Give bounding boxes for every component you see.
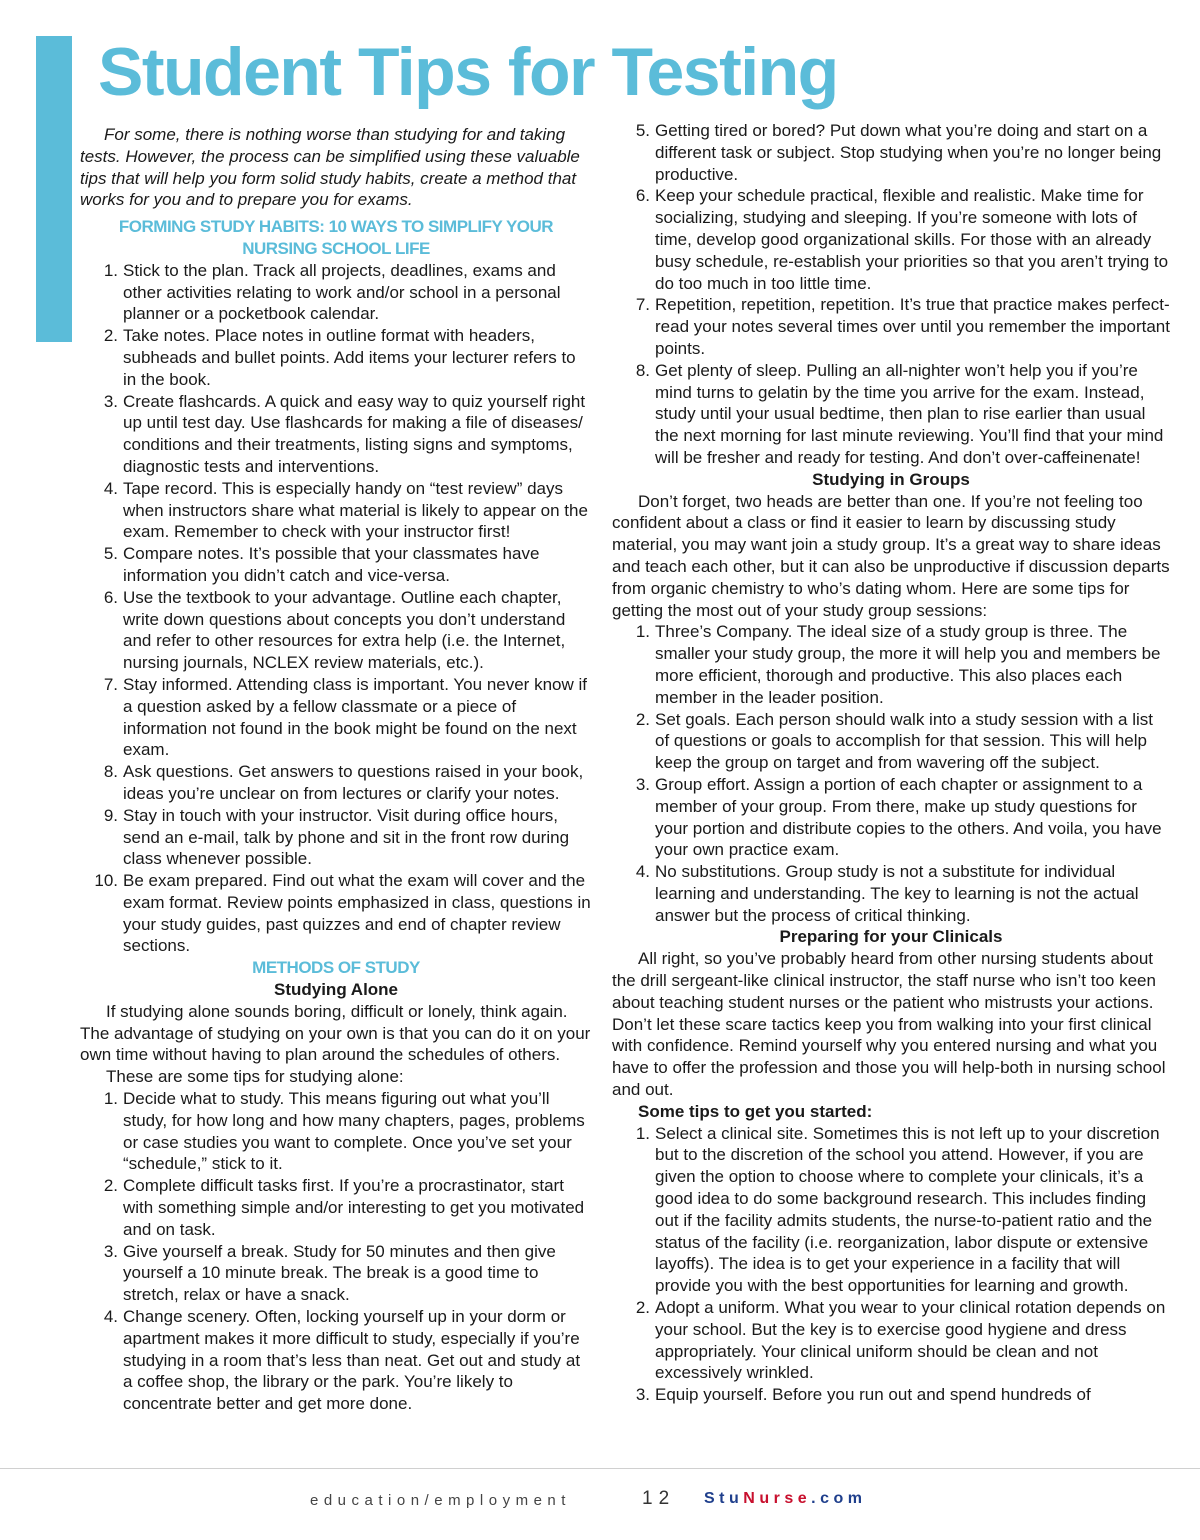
list-item <box>80 543 592 587</box>
list-item <box>612 1123 1170 1297</box>
list-item-number: 1. <box>635 1123 650 1143</box>
clinicals-lead: Some tips to get you started: <box>638 1101 873 1121</box>
clinicals-list <box>612 1123 1170 1406</box>
list-item-text: Getting tired or bored? Put down what you’re doing and start on a different task or subject. Stop studying when you’re no longer being productive. <box>655 121 1162 184</box>
studying-groups-list <box>612 621 1170 926</box>
list-item-text: Compare notes. It’s possible that your classmates have information you didn’t catch and vice-versa. <box>123 544 540 585</box>
right-column <box>612 120 1170 1406</box>
footer-section-label: education/employment <box>310 1492 571 1509</box>
list-item-text: Stay informed. Attending class is important. You never know if a question asked by a fellow classmate or a piece of information not found in the book might be found on the next exam. <box>123 674 587 760</box>
list-item-number: 1. <box>103 260 118 280</box>
page-number: 12 <box>642 1488 676 1509</box>
list-item-text: Equip yourself. Before you run out and spend hundreds of <box>655 1385 1091 1405</box>
list-item <box>612 861 1170 926</box>
list-item-text: Repetition, repetition, repetition. It’s true that practice makes perfect-read your notes several times over until you remember the important points. <box>655 295 1170 358</box>
list-item-text: Set goals. Each person should walk into a study session with a list of questions or goals to accomplish for that session. This will help keep the group on target and from wavering off the subject. <box>655 709 1153 773</box>
studying-groups-heading: Studying in Groups <box>812 469 970 489</box>
brand-part-stu: Stu <box>704 1490 744 1507</box>
list-item <box>80 761 592 805</box>
list-item <box>80 805 592 870</box>
list-item-number: 3. <box>635 1385 650 1405</box>
list-item <box>612 709 1170 774</box>
brand-part-com: .com <box>811 1490 867 1507</box>
list-item <box>80 260 592 325</box>
list-item <box>612 774 1170 861</box>
accent-bar <box>36 36 72 342</box>
studying-alone-list <box>80 1088 592 1415</box>
list-item-number: 5. <box>103 544 118 564</box>
habits-heading: FORMING STUDY HABITS: 10 WAYS TO SIMPLIFY YOUR NURSING SCHOOL LIFE <box>118 217 554 258</box>
list-item-number: 7. <box>635 295 650 315</box>
list-item-number: 2. <box>635 709 650 729</box>
list-item <box>80 1088 592 1175</box>
page-footer <box>0 1488 1200 1516</box>
list-item-text: Take notes. Place notes in outline format with headers, subheads and bullet points. Add items your lecturer refers to in the book. <box>123 326 576 389</box>
list-item-number: 2. <box>103 326 118 346</box>
studying-alone-list-continued <box>612 120 1170 469</box>
list-item-number: 4. <box>103 478 118 498</box>
list-item-number: 8. <box>103 762 118 782</box>
list-item-text: Change scenery. Often, locking yourself up in your dorm or apartment makes it more difficult to study, especially if you’re studying in a room that’s less than neat. Get out and study at a coffee shop, the library or the park. You’re likely to concentrate better and get more done. <box>123 1307 581 1414</box>
list-item-text: Keep your schedule practical, flexible and realistic. Make time for socializing, studying and sleeping. If you’re someone with lots of time, develop good organizational skills. For those with an already busy schedule, re-establish your priorities so that you aren’t trying to do too much in too little time. <box>655 186 1169 293</box>
list-item-text: Group effort. Assign a portion of each chapter or assignment to a member of your group. From there, make up study questions for your portion and distribute copies to the others. And voila, you have your own practice exam. <box>655 774 1162 860</box>
list-item <box>612 621 1170 708</box>
clinicals-heading: Preparing for your Clinicals <box>779 927 1003 947</box>
list-item-number: 2. <box>635 1298 650 1318</box>
list-item <box>80 325 592 390</box>
list-item-text: Stick to the plan. Track all projects, deadlines, exams and other activities relating to work and/or school in a personal planner or a pocketbook calendar. <box>123 260 561 324</box>
studying-alone-paragraph: If studying alone sounds boring, difficult or lonely, think again. The advantage of studying on your own is that you can do it on your own time without having to plan around the schedules of others. <box>80 1001 591 1065</box>
list-item-number: 3. <box>103 1241 118 1261</box>
list-item <box>612 360 1170 469</box>
list-item-text: Tape record. This is especially handy on “test review” days when instructors share what material is likely to appear on the exam. Remember to check with your instructor first! <box>123 478 588 542</box>
list-item <box>80 870 592 957</box>
list-item <box>80 478 592 543</box>
list-item-number: 4. <box>103 1307 118 1327</box>
list-item-text: Ask questions. Get answers to questions raised in your book, ideas you’re unclear on from lectures or clarify your notes. <box>123 762 584 803</box>
list-item-number: 1. <box>103 1089 118 1109</box>
list-item-text: Select a clinical site. Sometimes this is not left up to your discretion but to the discretion of the school you attend. However, if you are given the option to choose where to complete your clinicals, it’s a good idea to do some background research. This includes finding out if the facility admits students, the nurse-to-patient ratio and the status of the facility (i.e. reorganization, labor dispute or extensive layoffs). The idea is to get your experience in a facility that will provide you with the best opportunities for learning and growth. <box>655 1123 1160 1296</box>
list-item-number: 3. <box>103 391 118 411</box>
clinicals-paragraph: All right, so you’ve probably heard from other nursing students about the drill sergeant-like clinical instructor, the staff nurse who isn’t too keen about teaching student nurses or the patient who mistrusts your actions. Don’t let these scare tactics keep you from walking into your first clinical with confidence. Remind yourself why you entered nursing and what you have to offer the profession and those you will help-both in nursing school and out. <box>612 949 1166 1100</box>
list-item-text: No substitutions. Group study is not a substitute for individual learning and understanding. The key to learning is not the actual answer but the process of critical thinking. <box>655 862 1139 925</box>
list-item-number: 9. <box>103 805 118 825</box>
list-item-number: 10. <box>94 871 118 891</box>
list-item <box>612 1384 1170 1406</box>
list-item <box>612 185 1170 294</box>
list-item-number: 6. <box>635 186 650 206</box>
list-item-text: Complete difficult tasks first. If you’re a procrastinator, start with something simple and/or interesting to get you motivated and on task. <box>123 1176 585 1239</box>
left-column <box>80 124 592 1415</box>
brand-part-nurse: Nurse <box>743 1490 812 1507</box>
list-item <box>612 1297 1170 1384</box>
list-item-number: 4. <box>635 862 650 882</box>
list-item <box>80 1241 592 1306</box>
list-item <box>612 120 1170 185</box>
studying-alone-heading: Studying Alone <box>273 980 399 1000</box>
list-item <box>80 1175 592 1240</box>
list-item <box>80 674 592 761</box>
list-item <box>80 1306 592 1415</box>
list-item-number: 3. <box>635 774 650 794</box>
studying-alone-lead: These are some tips for studying alone: <box>106 1067 404 1087</box>
footer-divider <box>0 1468 1200 1469</box>
list-item-number: 8. <box>635 360 650 380</box>
list-item <box>80 391 592 478</box>
list-item-text: Three’s Company. The ideal size of a study group is three. The smaller your study group, the more it will help you and members be more efficient, thorough and productive. This also places each member in the leader position. <box>655 622 1161 707</box>
list-item-text: Be exam prepared. Find out what the exam will cover and the exam format. Review points emphasized in class, questions in your study guides, past quizzes and end of chapter review sections. <box>123 871 591 956</box>
list-item-number: 7. <box>103 674 118 694</box>
list-item <box>80 587 592 674</box>
page-title: Student Tips for Testing <box>98 34 838 110</box>
list-item-text: Give yourself a break. Study for 50 minutes and then give yourself a 10 minute break. The break is a good time to stretch, relax or have a snack. <box>123 1241 556 1305</box>
list-item <box>612 294 1170 359</box>
studying-groups-paragraph: Don’t forget, two heads are better than one. If you’re not feeling too confident about a class or find it easier to learn by discussing study material, you may want join a study group. It’s a great way to share ideas and teach each other, but it can also be unproductive if discussion departs from organic chemistry to who’s dating whom. Here are some tips for getting the most out of your study group sessions: <box>612 491 1170 620</box>
list-item-text: Adopt a uniform. What you wear to your clinical rotation depends on your school. But the key is to exercise good hygiene and dress appropriately. Your clinical uniform should be clean and not excessively wrinkled. <box>655 1298 1166 1383</box>
list-item-text: Stay in touch with your instructor. Visit during office hours, send an e-mail, talk by phone and sit in the front row during class whenever possible. <box>123 805 570 869</box>
brand-logo <box>704 1490 866 1508</box>
list-item-text: Get plenty of sleep. Pulling an all-nighter won’t help you if you’re mind turns to gelatin by the time you arrive for the exam. Instead, study until your usual bedtime, then plan to rise earlier than usual the next morning for last minute reviewing. You’ll find that your mind will be fresher and ready for testing. And don’t over-caffeinenate! <box>655 360 1164 467</box>
list-item-text: Decide what to study. This means figuring out what you’ll study, for how long and how many chapters, pages, problems or case studies you want to complete. Once you’ve set your “schedule,” stick to it. <box>123 1089 585 1174</box>
list-item-text: Use the textbook to your advantage. Outline each chapter, write down questions about concepts you don’t understand and refer to other resources for extra help (i.e. the Internet, nursing journals, NCLEX review materials, etc.). <box>123 587 566 673</box>
list-item-number: 5. <box>635 121 650 140</box>
list-item-number: 2. <box>103 1176 118 1196</box>
list-item-text: Create flashcards. A quick and easy way to quiz yourself right up until test day. Use flashcards for making a file of diseases/ conditions and their treatments, listing signs and symptoms, diagnostic tests and interventions. <box>123 391 586 476</box>
habits-list <box>80 260 592 958</box>
intro-paragraph: For some, there is nothing worse than studying for and taking tests. However, the process can be simplified using these valuable tips that will help you form solid study habits, create a method that works for you and to prepare you for exams. <box>80 125 580 210</box>
list-item-number: 1. <box>635 622 650 642</box>
list-item-number: 6. <box>103 587 118 607</box>
methods-heading: METHODS OF STUDY <box>252 958 420 978</box>
